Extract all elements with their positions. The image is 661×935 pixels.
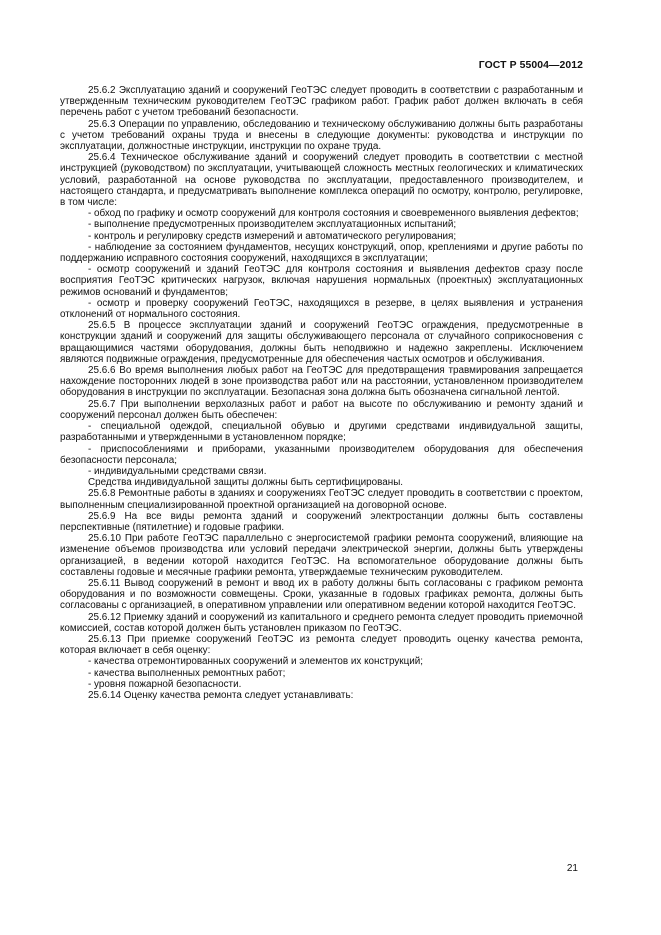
list-item: - осмотр и проверку сооружений ГеоТЭС, находящихся в резерве, в целях выявления и устранения отклонений от нормального состояния. [60, 297, 583, 321]
list-item: - наблюдение за состоянием фундаментов, несущих конструкций, опор, креплениями и другие работы по поддержанию исправного состояния сооружений, находящихся в эксплуатации; [60, 241, 583, 265]
paragraph-25-6-5: 25.6.5 В процессе эксплуатации зданий и сооружений ГеоТЭС ограждения, предусмотренные в конструкции зданий и сооружений для защиты обслуживающего персонала от случайного соприкосновения с вращающимися частями оборудования, должны быть неподвижно и надежно закреплены. Исключением являются подвижные ограждения, предусмотренные для обеспечения частых осмотров и обслуживания. [60, 320, 583, 365]
list-item: - качества отремонтированных сооружений и элементов их конструкций; [88, 656, 424, 668]
paragraph-25-6-4: 25.6.4 Техническое обслуживание зданий и сооружений следует проводить в соответствии с местной инструкцией (руководством) по эксплуатации, учитывающей сложность местных геологических и климатических условий, разработанной на основе руководства по эксплуатации, предоставленного производителем, и настоящего стандарта, и предусматривать выполнение комплекса операций по осмотру, контролю, регулировке, в том числе: [60, 152, 583, 209]
paragraph-certification: Средства индивидуальной защиты должны быть сертифицированы. [88, 477, 404, 489]
paragraph-25-6-7: 25.6.7 При выполнении верхолазных работ и работ на высоте по обслуживанию и ремонту зданий и сооружений персонал должен быть обеспечен: [60, 398, 583, 421]
list-item: - контроль и регулировку средств измерений и автоматического регулирования; [88, 230, 457, 242]
document-body [60, 85, 583, 701]
list-item: - специальной одеждой, специальной обувью и другими средствами индивидуальной защиты, разработанными и утвержденными в установленном порядке; [60, 421, 583, 444]
page-number: 21 [566, 863, 578, 874]
list-item: - уровня пожарной безопасности. [88, 678, 242, 690]
paragraph-25-6-11: 25.6.11 Вывод сооружений в ремонт и ввод их в работу должны быть согласованы с графиком ремонта оборудования и по возможности совмещены. Сроки, указанные в годовых графиках ремонта, должны быть согласованы с организацией, в оперативном управлении или оперативном ведении которой находится ГеоТЭС. [60, 577, 583, 612]
list-item: - приспособлениями и приборами, указанными производителем оборудования для обеспечения безопасности персонала; [60, 443, 583, 466]
document-code: ГОСТ Р 55004—2012 [478, 60, 583, 71]
paragraph-25-6-13: 25.6.13 При приемке сооружений ГеоТЭС из ремонта следует проводить оценку качества ремонта, которая включает в себя оценку: [60, 633, 583, 657]
paragraph-25-6-2: 25.6.2 Эксплуатацию зданий и сооружений ГеоТЭС следует проводить в соответствии с разработанным и утвержденным техническим руководителем ГеоТЭС графиком работ. График работ должен включать в себя перечень работ с учетом требований безопасности. [60, 85, 583, 119]
list-item: - индивидуальными средствами связи. [88, 465, 267, 477]
paragraph-25-6-14: 25.6.14 Оценку качества ремонта следует устанавливать: [88, 689, 354, 701]
paragraph-25-6-12: 25.6.12 Приемку зданий и сооружений из капитального и среднего ремонта следует проводить приемочной комиссией, состав которой должен быть установлен приказом по ГеоТЭС. [60, 611, 583, 634]
list-item: - осмотр сооружений и зданий ГеоТЭС для контроля состояния и выявления дефектов сразу после восприятия ГеоТЭС критических нагрузок, включая нарушения нормальных (проектных) эксплуатационных режимов оснований и фундаментов; [60, 264, 583, 298]
paragraph-25-6-3: 25.6.3 Операции по управлению, обследованию и техническому обслуживанию должны быть разработаны с учетом требований охраны труда и внесены в следующие документы: руководства и инструкции по эксплуатации, должностные инструкции, инструкции по охране труда. [60, 118, 583, 153]
list-item: - выполнение предусмотренных производителем эксплуатационных испытаний; [88, 219, 457, 231]
paragraph-25-6-10: 25.6.10 При работе ГеоТЭС параллельно с энергосистемой графики ремонта сооружений, влияющие на изменение объемов производства или условий передачи электрической энергии, должны быть утверждены организацией, в ведении которой находится ГеоТЭС. На вспомогательное оборудование должны быть составлены годовые и месячные графики ремонта, утверждаемые техническим руководителем. [60, 533, 583, 578]
paragraph-25-6-9: 25.6.9 На все виды ремонта зданий и сооружений электростанции должны быть составлены перспективные (пятилетние) и годовые графики. [60, 510, 583, 533]
list-item: - качества выполненных ремонтных работ; [88, 667, 286, 679]
paragraph-25-6-6: 25.6.6 Во время выполнения любых работ на ГеоТЭС для предотвращения травмирования запрещается нахождение посторонних людей в зоне производства работ или на расстоянии, установленном производителем оборудования в инструкции по эксплуатации. Безопасная зона должна быть обозначена сигнальной лентой. [60, 365, 583, 399]
paragraph-25-6-8: 25.6.8 Ремонтные работы в зданиях и сооружениях ГеоТЭС следует проводить в соответствии с проектом, выполненным специализированной проектной организацией на договорной основе. [60, 488, 583, 511]
list-item: - обход по графику и осмотр сооружений для контроля состояния и своевременного выявления дефектов; [88, 208, 579, 220]
